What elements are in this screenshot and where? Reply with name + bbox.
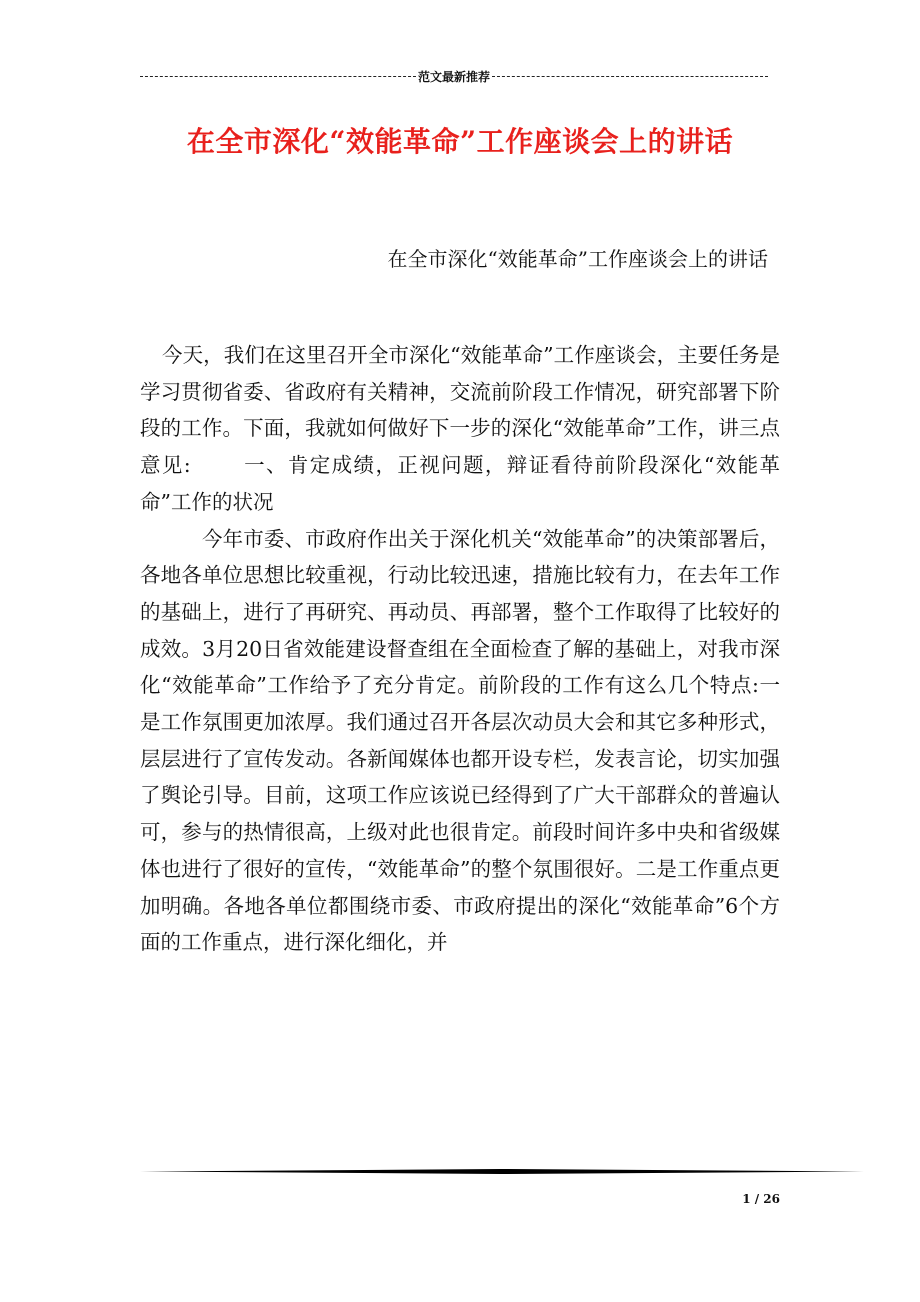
section-heading-1: 一、肯定成绩，正视问题，辩证看待前阶段深化“效能革命”工作的状况: [140, 453, 780, 514]
page-number: 1 / 26: [742, 1192, 780, 1206]
document-body: [140, 337, 780, 961]
paragraph-intro: [140, 337, 780, 521]
document-subtitle: 在全市深化“效能革命”工作座谈会上的讲话: [387, 247, 768, 271]
paragraph-achievements: 今年市委、市政府作出关于深化机关“效能革命”的决策部署后，各地各单位思想比较重视，行动比较迅速，措施比较有力，在去年工作的基础上，进行了再研究、再动员、再部署，整个工作取得了比较好的成效。3月20日省效能建设督查组在全面检查了解的基础上，对我市深化“效能革命”工作给予了充分肯定。前阶段的工作有这么几个特点:一是工作氛围更加浓厚。我们通过召开各层次动员大会和其它多种形式，层层进行了宣传发动。各新闻媒体也都开设专栏，发表言论，切实加强了舆论引导。目前，这项工作应该说已经得到了广大干部群众的普遍认可，参与的热情很高，上级对此也很肯定。前段时间许多中央和省级媒体也进行了很好的宣传，“效能革命”的整个氛围很好。二是工作重点更加明确。各地各单位都围绕市委、市政府提出的深化“效能革命”6个方面的工作重点，进行深化细化，并: [140, 526, 780, 955]
document-title: 在全市深化“效能革命”工作座谈会上的讲话: [186, 125, 734, 158]
header-label: 范文最新推荐: [418, 70, 491, 84]
header-dash-right: [492, 76, 768, 77]
footer-divider: [140, 1169, 864, 1174]
header-dash-left: [140, 76, 416, 77]
page-header: [140, 68, 768, 85]
paragraph-intro-text: 今天，我们在这里召开全市深化“效能革命”工作座谈会，主要任务是学习贯彻省委、省政府有关精神，交流前阶段工作情况，研究部署下阶段的工作。下面，我就如何做好下一步的深化“效能革命”工作，讲三点意见:: [140, 343, 780, 478]
